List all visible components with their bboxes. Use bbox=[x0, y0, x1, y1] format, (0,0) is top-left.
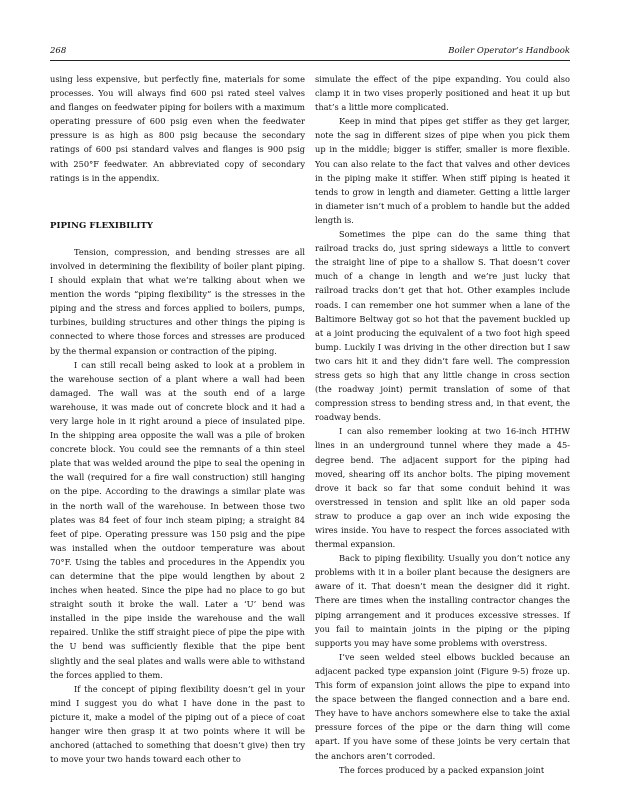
paragraph: I can also remember looking at two 16-inch HTHW lines in an underground tunnel where they made a 45-degree bend. The adjacent support for the piping had moved, shearing off its anchor bolts. The piping movement drove it back so far that some conduit behind it was overstressed in tension and split like an old paper soda straw to produce a gap over an inch wide exposing the wires inside. You have to respect the forces associated with thermal expansion. bbox=[315, 426, 570, 550]
book-title: Boiler Operator’s Handbook bbox=[448, 46, 570, 56]
left-column bbox=[50, 72, 305, 766]
paragraph: The forces produced by a packed expansion joint bbox=[339, 764, 545, 775]
paragraph: I’ve seen welded steel elbows buckled because an adjacent packed type expansion joint (Figure 9-5) froze up. This form of expansion joint allows the pipe to expand into the space between the flanged connection and a bare end. They have to have anchors somewhere else to take the axial pressure forces of the pipe or the darn thing will come apart. If you have some of these joints be very certain that the anchors aren’t corroded. bbox=[315, 651, 570, 761]
section-heading: PIPING FLEXIBILITY bbox=[50, 220, 154, 231]
paragraph: Sometimes the pipe can do the same thing that railroad tracks do, just spring sideways a little to convert the straight line of pipe to a shallow S. That doesn’t cover much of a change in length and we’re just lucky that railroad tracks don’t get that hot. Other examples include roads. I can remember one hot summer when a lane of the Baltimore Beltway got so hot that the pavement buckled up at a joint producing the equivalent of a two foot high speed bump. Luckily I was driving in the other direction but I saw two cars hit it and they didn’t fare well. The compression stress gets so high that any little change in cross section (the roadway joint) permit translation of some of that compression stress to bending stress and, in that event, the roadway bends. bbox=[315, 229, 570, 423]
paragraph: I can still recall being asked to look at a problem in the warehouse section of a plant where a wall had been damaged. The wall was at the south end of a large warehouse, it was made out of concrete block and it had a very large hole in it right around a piece of insulated pipe. In the shipping area opposite the wall was a pile of broken concrete block. You could see the remnants of a thin steel plate that was welded around the pipe to seal the opening in the wall (required for a fire wall construction) still hanging on the pipe. According to the drawings a similar plate was in the north wall of the warehouse. In between those two plates was 84 feet of four inch steam piping; a straight 84 feet of pipe. Operating pressure was 150 psig and the pipe was installed when the outdoor temperature was about 70°F. Using the tables and procedures in the Appendix you can determine that the pipe would lengthen by about 2 inches when heated. Since the pipe had no place to go but straight south it broke the wall. Later a ‘U’ bend was installed in the pipe inside the warehouse and the wall repaired. Unlike the stiff straight piece of pipe the pipe with the U bend was sufficiently flexible that the pipe bent slightly and the seal plates and walls were able to withstand the forces applied to them. bbox=[50, 359, 305, 680]
paragraph: If the concept of piping flexibility doesn’t gel in your mind I suggest you do what I have done in the past to picture it, make a model of the piping out of a piece of coat hanger wire then grasp it at two points where it will be anchored (attached to something that doesn’t give) then try to move your two hands toward each other to bbox=[50, 683, 305, 765]
paragraph: Keep in mind that pipes get stiffer as they get larger, note the sag in different sizes of pipe when you pick them up in the middle; bigger is stiffer, smaller is more flexible. You can also relate to the fact that valves and other devices in the piping make it stiffer. When stiff piping is heated it tends to grow in length and diameter. Getting a little larger in diameter isn’t much of a problem to handle but the added length is. bbox=[315, 116, 570, 225]
running-header bbox=[50, 46, 570, 58]
paragraph-continued: using less expensive, but perfectly fine, materials for some processes. You will always find 600 psi rated steel valves and flanges on feedwater piping for boilers with a maximum operating pressure of 600 psig even when the feedwater pressure is as high as 800 psig because the secondary ratings of 600 psi standard valves and flanges is 900 psig with 250°F feedwater. An abbreviated copy of secondary ratings is in the appendix. bbox=[50, 74, 305, 183]
header-rule bbox=[50, 60, 570, 61]
page-number: 268 bbox=[50, 46, 67, 56]
paragraph-continued: simulate the effect of the pipe expanding. You could also clamp it in two vises properly positioned and heat it up but that’s a little more complicated. bbox=[315, 74, 570, 113]
right-column bbox=[315, 72, 570, 777]
paragraph: Tension, compression, and bending stresses are all involved in determining the flexibility of boiler plant piping. I should explain that what we’re talking about when we mention the words “piping flexibility” is the stresses in the piping and the stress and forces applied to boilers, pumps, turbines, building structures and other things the piping is connected to where those forces and stresses are produced by the thermal expansion or contraction of the piping. bbox=[50, 246, 305, 356]
paragraph: Back to piping flexibility. Usually you don’t notice any problems with it in a boiler plant because the designers are aware of it. That doesn’t mean the designer did it right. There are times when the installing contractor changes the piping arrangement and it produces excessive stresses. If you fail to maintain joints in the piping or the piping supports you may have some problems with overstress. bbox=[315, 553, 570, 648]
